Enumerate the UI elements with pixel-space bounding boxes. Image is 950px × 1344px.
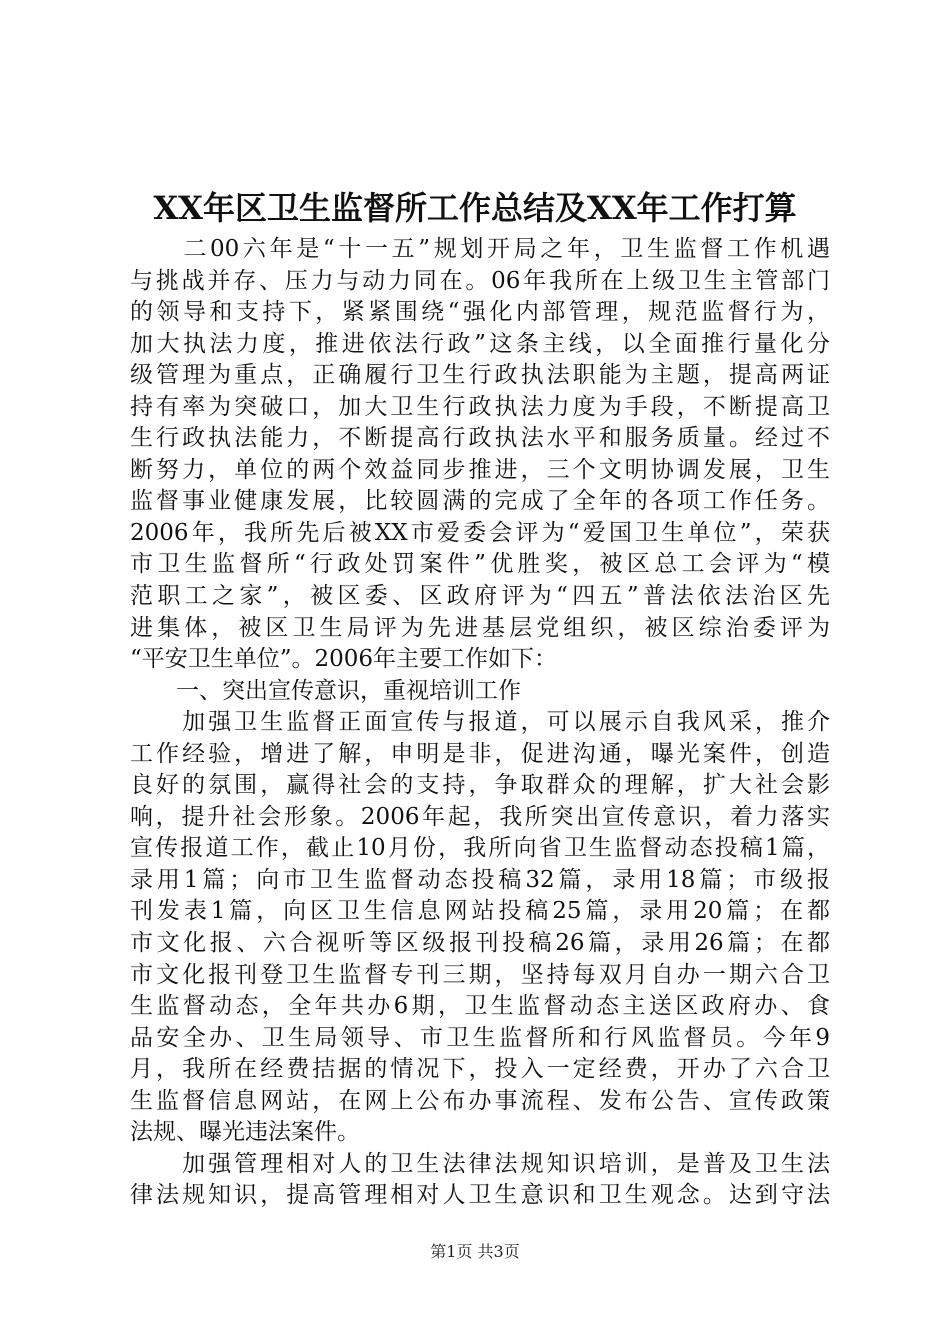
body-line: 宣传报道工作，截止10月份，我所向省卫生监督动态投稿1篇， [130, 835, 830, 862]
body-line: 市文化报、六合视听等区级报刊投稿26篇，录用26篇；在都 [130, 930, 830, 957]
body-line: “平安卫生单位”。2006年主要工作如下： [130, 646, 558, 673]
page-footer: 第1页 共3页 [430, 1242, 520, 1261]
body-line: 二00六年是“十一五”规划开局之年，卫生监督工作机遇 [130, 236, 830, 262]
body-line: 加强卫生监督正面宣传与报道，可以展示自我风采，推介 [130, 709, 830, 736]
body-line: 加强管理相对人的卫生法律法规知识培训，是普及卫生法 [130, 1150, 830, 1177]
body-line: 与挑战并存、压力与动力同在。06年我所在上级卫生主管部门 [130, 267, 830, 294]
body-line: 市文化报刊登卫生监督专刊三期，坚持每双月自办一期六合卫 [130, 961, 830, 988]
body-line: 刊发表1篇，向区卫生信息网站投稿25篇，录用20篇；在都 [130, 898, 830, 925]
body-line: 监督事业健康发展，比较圆满的完成了全年的各项工作任务。 [130, 488, 830, 515]
body-line: 加大执法力度，推进依法行政”这条主线，以全面推行量化分 [130, 330, 830, 357]
body-line: 法规、曝光违法案件。 [130, 1119, 360, 1146]
body-line: 律法规知识，提高管理相对人卫生意识和卫生观念。达到守法 [130, 1182, 830, 1209]
body-line: 生行政执法能力，不断提高行政执法水平和服务质量。经过不 [130, 425, 830, 452]
document-title: XX年区卫生监督所工作总结及XX年工作打算 [153, 189, 797, 227]
body-line: 的领导和支持下，紧紧围绕“强化内部管理，规范监督行为， [130, 299, 830, 326]
body-line: 进集体，被区卫生局评为先进基层党组织，被区综治委评为 [130, 614, 830, 641]
body-line: 良好的氛围，赢得社会的支持，争取群众的理解，扩大社会影 [130, 772, 830, 799]
body-line: 市卫生监督所“行政处罚案件”优胜奖，被区总工会评为“模 [130, 551, 830, 578]
body-line: 生监督信息网站，在网上公布办事流程、发布公告、宣传政策 [130, 1087, 830, 1114]
body-line: 品安全办、卫生局领导、市卫生监督所和行风监督员。今年9 [130, 1024, 830, 1051]
body-line: 持有率为突破口，加大卫生行政执法力度为手段，不断提高卫 [130, 393, 830, 420]
document-body [130, 234, 830, 1212]
body-line: 录用1篇；向市卫生监督动态投稿32篇，录用18篇；市级报 [130, 866, 830, 893]
body-line: 工作经验，增进了解，申明是非，促进沟通，曝光案件，创造 [130, 740, 830, 767]
body-line: 一、突出宣传意识，重视培训工作 [130, 677, 521, 704]
body-line: 范职工之家”，被区委、区政府评为“四五”普法依法治区先 [130, 583, 830, 610]
body-line: 生监督动态，全年共办6期，卫生监督动态主送区政府办、食 [130, 993, 830, 1020]
body-line: 响，提升社会形象。2006年起，我所突出宣传意识，着力落实 [130, 803, 830, 830]
body-line: 2006年，我所先后被XX市爱委会评为“爱国卫生单位”，荣获 [130, 519, 830, 546]
body-line: 级管理为重点，正确履行卫生行政执法职能为主题，提高两证 [130, 362, 830, 389]
body-line: 月，我所在经费拮据的情况下，投入一定经费，开办了六合卫 [130, 1056, 830, 1083]
body-line: 断努力，单位的两个效益同步推进，三个文明协调发展，卫生 [130, 456, 830, 483]
